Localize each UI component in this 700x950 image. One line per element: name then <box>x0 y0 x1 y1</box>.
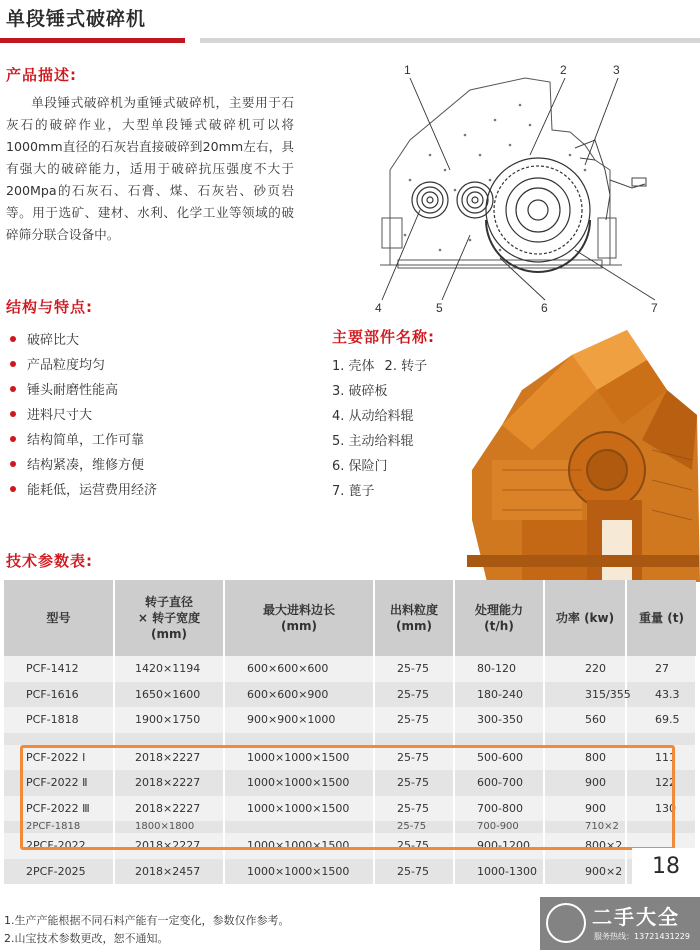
parts-heading: 主要部件名称: <box>332 328 435 346</box>
title-underline-gray <box>200 38 700 43</box>
bullet-icon <box>10 436 16 442</box>
table-row: PCF-1616 1650×1600 600×600×900 25-75 180-240 315/355 43.3 <box>4 682 696 708</box>
bullet-icon <box>10 461 16 467</box>
callout-1: 1 <box>404 63 411 77</box>
list-item: 6. 保险门 <box>332 459 388 474</box>
features-heading: 结构与特点: <box>6 298 93 316</box>
watermark <box>540 897 700 950</box>
bullet-icon <box>10 386 16 392</box>
list-item: 产品粒度均匀 <box>10 351 157 376</box>
col-capacity: 处理能力 (t/h) <box>454 580 544 656</box>
list-item: 结构紧凑，维修方便 <box>10 451 157 476</box>
description-heading: 产品描述: <box>6 66 77 84</box>
bullet-icon <box>10 411 16 417</box>
footnotes <box>4 912 290 948</box>
list-item: 能耗低，运营费用经济 <box>10 476 157 501</box>
page-title: 单段锤式破碎机 <box>6 8 147 30</box>
callout-5: 5 <box>436 301 443 315</box>
list-item: 进料尺寸大 <box>10 401 157 426</box>
table-row-partial <box>4 733 696 745</box>
page-number: 18 <box>632 848 700 884</box>
features-list <box>10 326 157 501</box>
col-feed: 最大进料边长 (mm) <box>224 580 374 656</box>
callout-6: 6 <box>541 301 548 315</box>
table-row: PCF-1412 1420×1194 600×600×600 25-75 80-120 220 27 <box>4 656 696 682</box>
bullet-icon <box>10 336 16 342</box>
table-row: 2PCF-2022 2018×2227 1000×1000×1500 25-75 900-1200 800×2 <box>4 833 696 859</box>
col-weight: 重量 (t) <box>626 580 696 656</box>
table-row: PCF-2022 Ⅲ 2018×2227 1000×1000×1500 25-75 700-800 900 130 <box>4 796 696 822</box>
description-text: 单段锤式破碎机为重锤式破碎机，主要用于石灰石的破碎作业，大型单段锤式破碎机可以将1000mm直径的石灰岩直接破碎到20mm左右，具有强大的破碎能力，适用于破碎抗压强度不大于200Mpa的石灰石、石膏、煤、石灰岩、砂页岩等。用于选矿、建材、水利、化学工业等领域的破碎筛分联合设备中。 <box>6 95 294 242</box>
col-rotor: 转子直径 × 转子宽度 (mm) <box>114 580 224 656</box>
list-item: 3. 破碎板 <box>332 384 388 399</box>
list-item: 破碎比大 <box>10 326 157 351</box>
crusher-diagram <box>370 60 700 318</box>
list-item: 锤头耐磨性能高 <box>10 376 157 401</box>
parts-list <box>332 352 427 502</box>
footnote: 2.山宝技术参数更改，恕不通知。 <box>4 932 169 945</box>
callout-2: 2 <box>560 63 567 77</box>
col-output: 出料粒度 (mm) <box>374 580 454 656</box>
table-header-row <box>4 580 696 656</box>
footnote: 1.生产产能根据不同石料产能有一定变化，参数仅作参考。 <box>4 914 290 927</box>
list-item: 结构简单，工作可靠 <box>10 426 157 451</box>
list-item: 7. 蓖子 <box>332 484 375 499</box>
list-item: 5. 主动给料辊 <box>332 434 414 449</box>
callout-7: 7 <box>651 301 658 315</box>
table-row: 2PCF-2025 2018×2457 1000×1000×1500 25-75 1000-1300 900×2 <box>4 859 696 885</box>
crusher-photo <box>462 320 700 582</box>
table-row: PCF-2022 Ⅱ 2018×2227 1000×1000×1500 25-75 600-700 900 122 <box>4 770 696 796</box>
callout-3: 3 <box>613 63 620 77</box>
watermark-text: 二手大全 <box>592 905 680 929</box>
table-heading: 技术参数表: <box>6 552 93 570</box>
table-row-partial: 2PCF-1818 1800×1800 25-75 700-900 710×2 <box>4 821 696 833</box>
watermark-logo-icon <box>546 903 586 943</box>
table-row: PCF-2022 Ⅰ 2018×2227 1000×1000×1500 25-75 500-600 800 111 <box>4 745 696 771</box>
params-table <box>4 580 697 884</box>
bullet-icon <box>10 486 16 492</box>
list-item: 1. 壳体 2. 转子 <box>332 359 428 374</box>
title-underline-red <box>0 38 185 43</box>
col-model: 型号 <box>4 580 114 656</box>
list-item: 4. 从动给料辊 <box>332 409 414 424</box>
bullet-icon <box>10 361 16 367</box>
callout-4: 4 <box>375 301 382 315</box>
col-power: 功率 (kw) <box>544 580 626 656</box>
watermark-subtext: 服务热线：13721431229 <box>594 932 690 941</box>
table-row: PCF-1818 1900×1750 900×900×1000 25-75 300-350 560 69.5 <box>4 707 696 733</box>
